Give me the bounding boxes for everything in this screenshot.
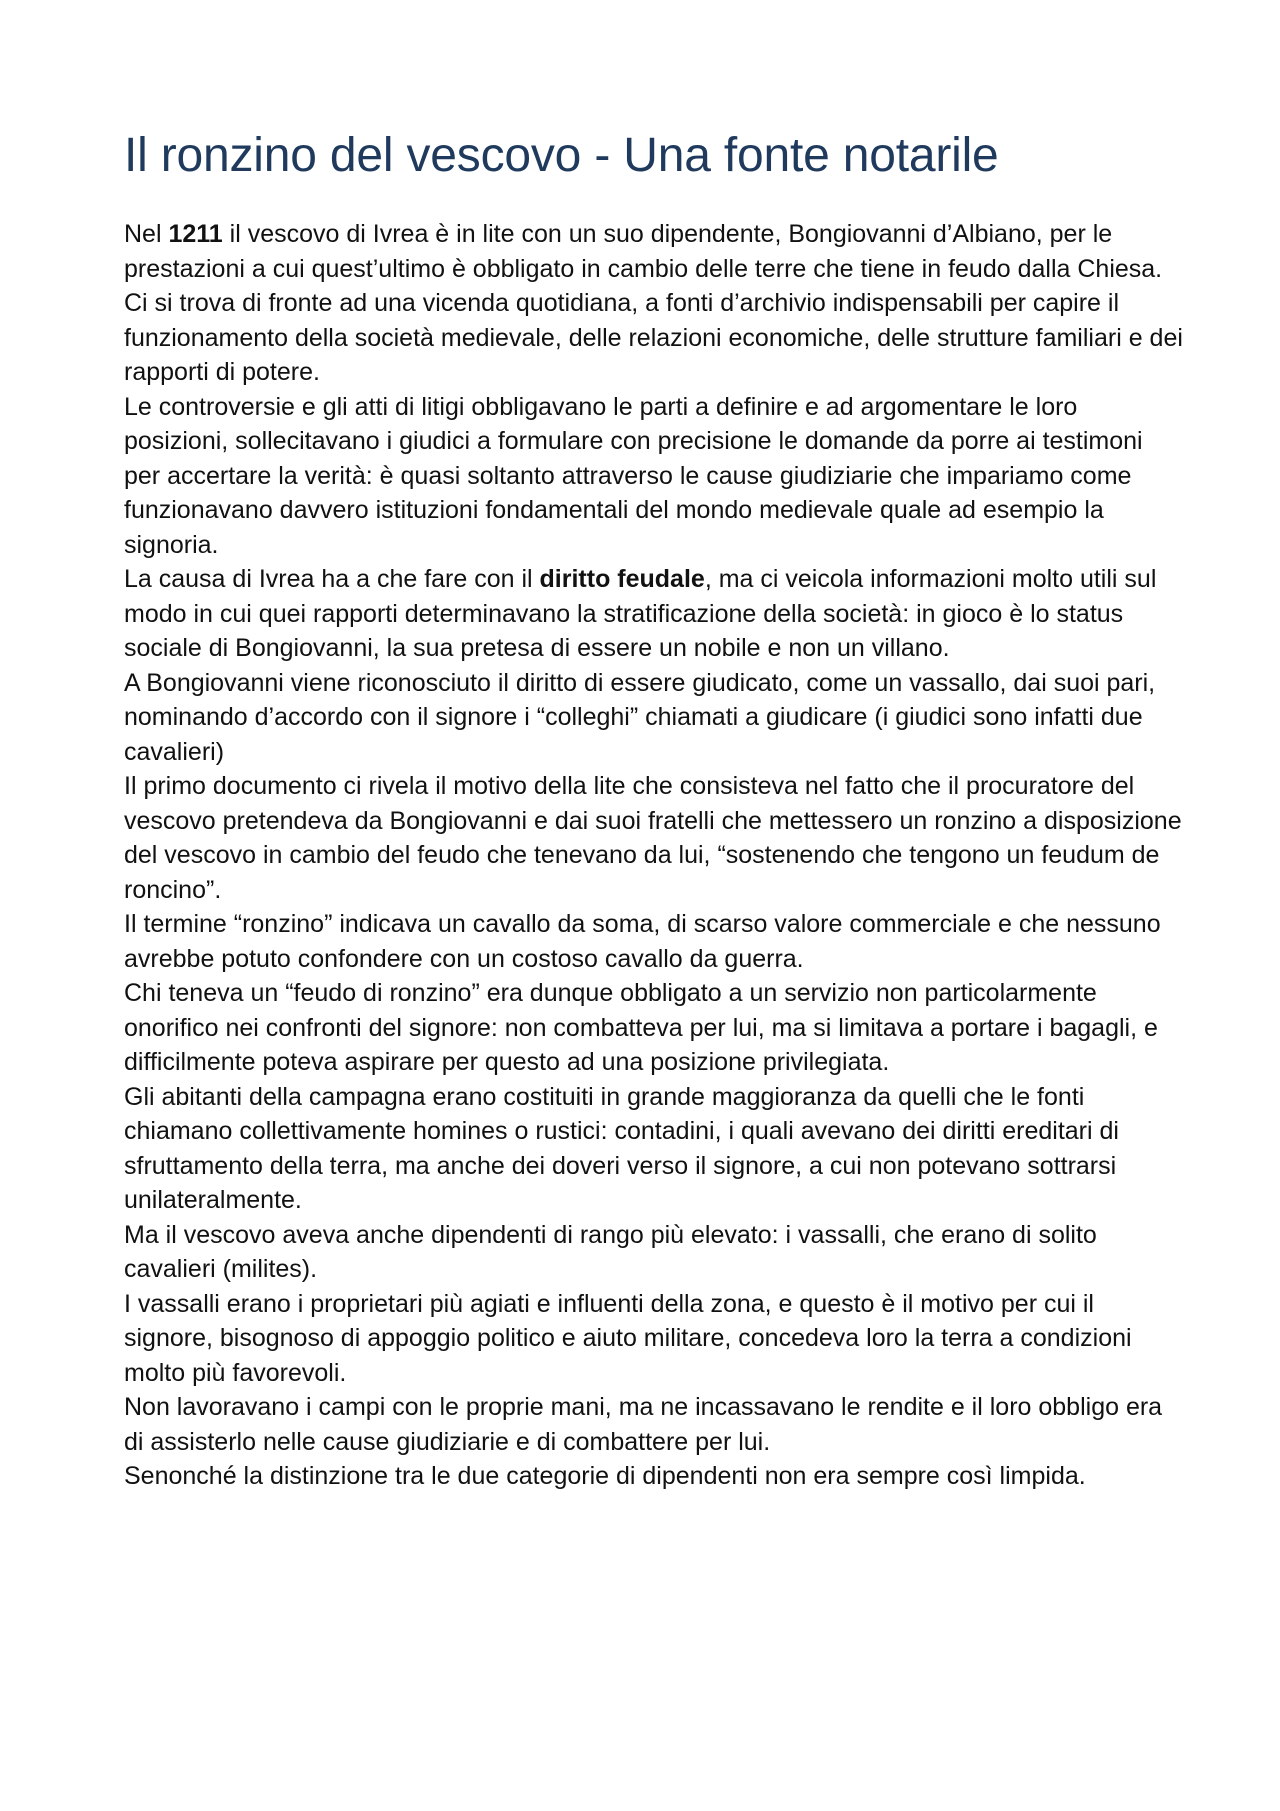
paragraph-10: Ma il vescovo aveva anche dipendenti di rango più elevato: i vassalli, che erano di solito cavalieri (milites). (124, 1220, 1097, 1283)
paragraph-3: Le controversie e gli atti di litigi obbligavano le parti a definire e ad argomentare le loro posizioni, sollecitavano i giudici a formulare con precisione le domande da porre ai testimoni per accertare la verità: è quasi soltanto attraverso le cause giudiziarie che impariamo come funzionavano davvero istituzioni fondamentali del mondo medievale quale ad esempio la signoria. (124, 392, 1143, 559)
page-title: Il ronzino del vescovo - Una fonte notarile (124, 129, 999, 182)
bold-term: diritto feudale (539, 565, 705, 593)
paragraph-8: Chi teneva un “feudo di ronzino” era dunque obbligato a un servizio non particolarmente onorifico nei confronti del signore: non combatteva per lui, ma si limitava a portare i bagagli, e difficilmente poteva aspirare per questo ad una posizione privilegiata. (124, 979, 1158, 1076)
document-body (124, 217, 1184, 1494)
bold-year: 1211 (168, 220, 223, 248)
paragraph-9: Gli abitanti della campagna erano costituiti in grande maggioranza da quelli che le fonti chiamano collettivamente homines o rustici: contadini, i quali avevano dei diritti ereditari di sfruttamento della terra, ma anche dei doveri verso il signore, a cui non potevano sottrarsi unilateralmente. (124, 1082, 1119, 1214)
document-page (124, 128, 1184, 1494)
paragraph-13: Senonché la distinzione tra le due categorie di dipendenti non era sempre così limpida. (124, 1462, 1086, 1490)
paragraph-5: A Bongiovanni viene riconosciuto il diritto di essere giudicato, come un vassallo, dai suoi pari, nominando d’accordo con il signore i “colleghi” chiamati a giudicare (i giudici sono infatti due cavalieri) (124, 668, 1156, 766)
paragraph-1: Nel 1211 il vescovo di Ivrea è in lite con un suo dipendente, Bongiovanni d’Albiano, per le prestazioni a cui quest’ultimo è obbligato in cambio delle terre che tiene in feudo dalla Chiesa. (124, 220, 1163, 283)
paragraph-2: Ci si trova di fronte ad una vicenda quotidiana, a fonti d’archivio indispensabili per capire il funzionamento della società medievale, delle relazioni economiche, delle strutture familiari e dei rapporti di potere. (124, 289, 1183, 386)
paragraph-7: Il termine “ronzino” indicava un cavallo da soma, di scarso valore commerciale e che nessuno avrebbe potuto confondere con un costoso cavallo da guerra. (124, 910, 1161, 973)
paragraph-11: I vassalli erano i proprietari più agiati e influenti della zona, e questo è il motivo per cui il signore, bisognoso di appoggio politico e aiuto militare, concedeva loro la terra a condizioni molto più favorevoli. (124, 1289, 1132, 1387)
paragraph-4: La causa di Ivrea ha a che fare con il diritto feudale, ma ci veicola informazioni molto utili sul modo in cui quei rapporti determinavano la stratificazione della società: in gioco è lo status sociale di Bongiovanni, la sua pretesa di essere un nobile e non un villano. (124, 565, 1157, 662)
paragraph-12: Non lavoravano i campi con le proprie mani, ma ne incassavano le rendite e il loro obbligo era di assisterlo nelle cause giudiziarie e di combattere per lui. (124, 1393, 1163, 1456)
paragraph-6: Il primo documento ci rivela il motivo della lite che consisteva nel fatto che il procuratore del vescovo pretendeva da Bongiovanni e dai suoi fratelli che mettessero un ronzino a disposizione del vescovo in cambio del feudo che tenevano da lui, “sostenendo che tengono un feudum de roncino”. (124, 772, 1182, 904)
